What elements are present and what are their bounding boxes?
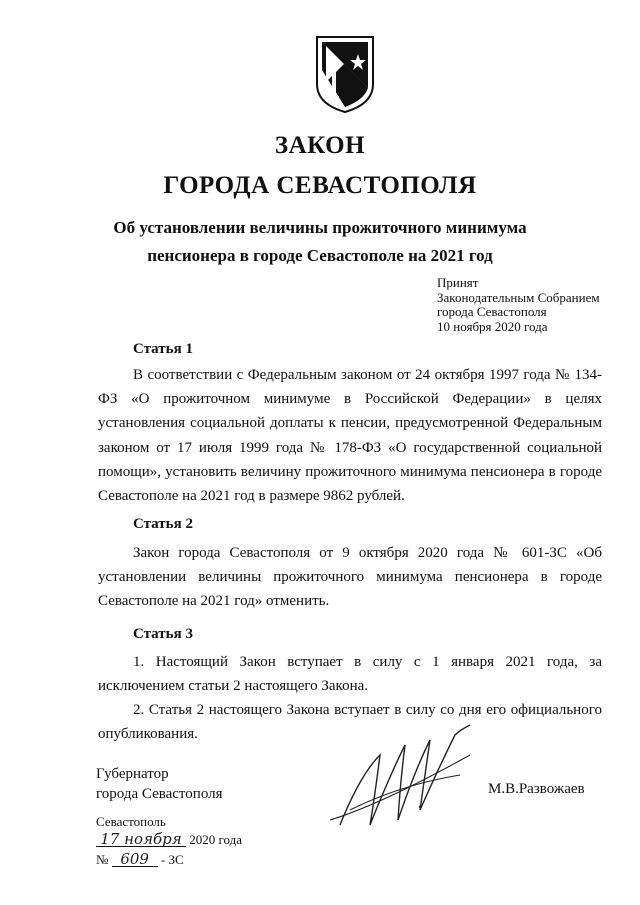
handwritten-date: 17 ноября — [96, 832, 186, 847]
city-title: ГОРОДА СЕВАСТОПОЛЯ — [163, 172, 477, 199]
article-3-heading: Статья 3 — [133, 626, 193, 642]
article-2-text: Закон города Севастополя от 9 октября 2020 года № 601-ЗС «Об установлении величины прожиточного минимума пенсионера в городе Севастополе на 2021 год» отменить. — [98, 545, 602, 610]
article-3-item-2: 2. Статья 2 настоящего Закона вступает в силу со дня его официального опубликования. — [98, 702, 602, 743]
law-title: ЗАКОН — [274, 132, 366, 159]
signing-date — [96, 832, 242, 848]
article-3-item-1: 1. Настоящий Закон вступает в силу с 1 января 2021 года, за исключением статьи 2 настоящего Закона. — [98, 654, 602, 695]
signatory-position — [96, 764, 223, 804]
position-line-1: Губернатор — [96, 766, 169, 782]
handwritten-number: 609 — [112, 852, 158, 867]
article-1-heading: Статья 1 — [133, 341, 193, 357]
adoption-line-4: 10 ноября 2020 года — [437, 318, 548, 334]
adoption-line-1: Принят — [437, 275, 479, 290]
article-2-heading: Статья 2 — [133, 516, 193, 532]
date-year: 2020 года — [189, 832, 243, 847]
signatory-name: М.В.Развожаев — [488, 781, 585, 797]
subtitle-line-2: пенсионера в городе Севастополе на 2021 год — [147, 246, 493, 265]
sevastopol-coat-of-arms-icon — [314, 34, 376, 114]
law-number — [96, 852, 184, 868]
number-suffix: - ЗС — [160, 852, 184, 867]
position-line-2: города Севастополя — [96, 786, 223, 802]
article-1-text: В соответствии с Федеральным законом от 24 октября 1997 года № 134-ФЗ «О прожиточном минимуме в Российской Федерации» в целях установления социальной доплаты к пенсии, предусмотренной Федеральным законом от 17 июля 1999 года № 178-ФЗ «О государственной социальной помощи», установить величину прожиточного минимума пенсионера в городе Севастополе на 2021 год в размере 9862 рублей. — [98, 367, 602, 505]
law-subtitle — [0, 214, 640, 270]
adoption-note — [437, 276, 600, 334]
subtitle-line-1: Об установлении величины прожиточного минимума — [113, 218, 527, 237]
handwritten-signature-icon — [320, 715, 480, 840]
adoption-line-2: Законодательным Собранием — [437, 289, 600, 305]
number-sign: № — [96, 852, 109, 867]
adoption-line-3: города Севастополя — [437, 304, 547, 319]
signing-place: Севастополь — [96, 814, 166, 829]
